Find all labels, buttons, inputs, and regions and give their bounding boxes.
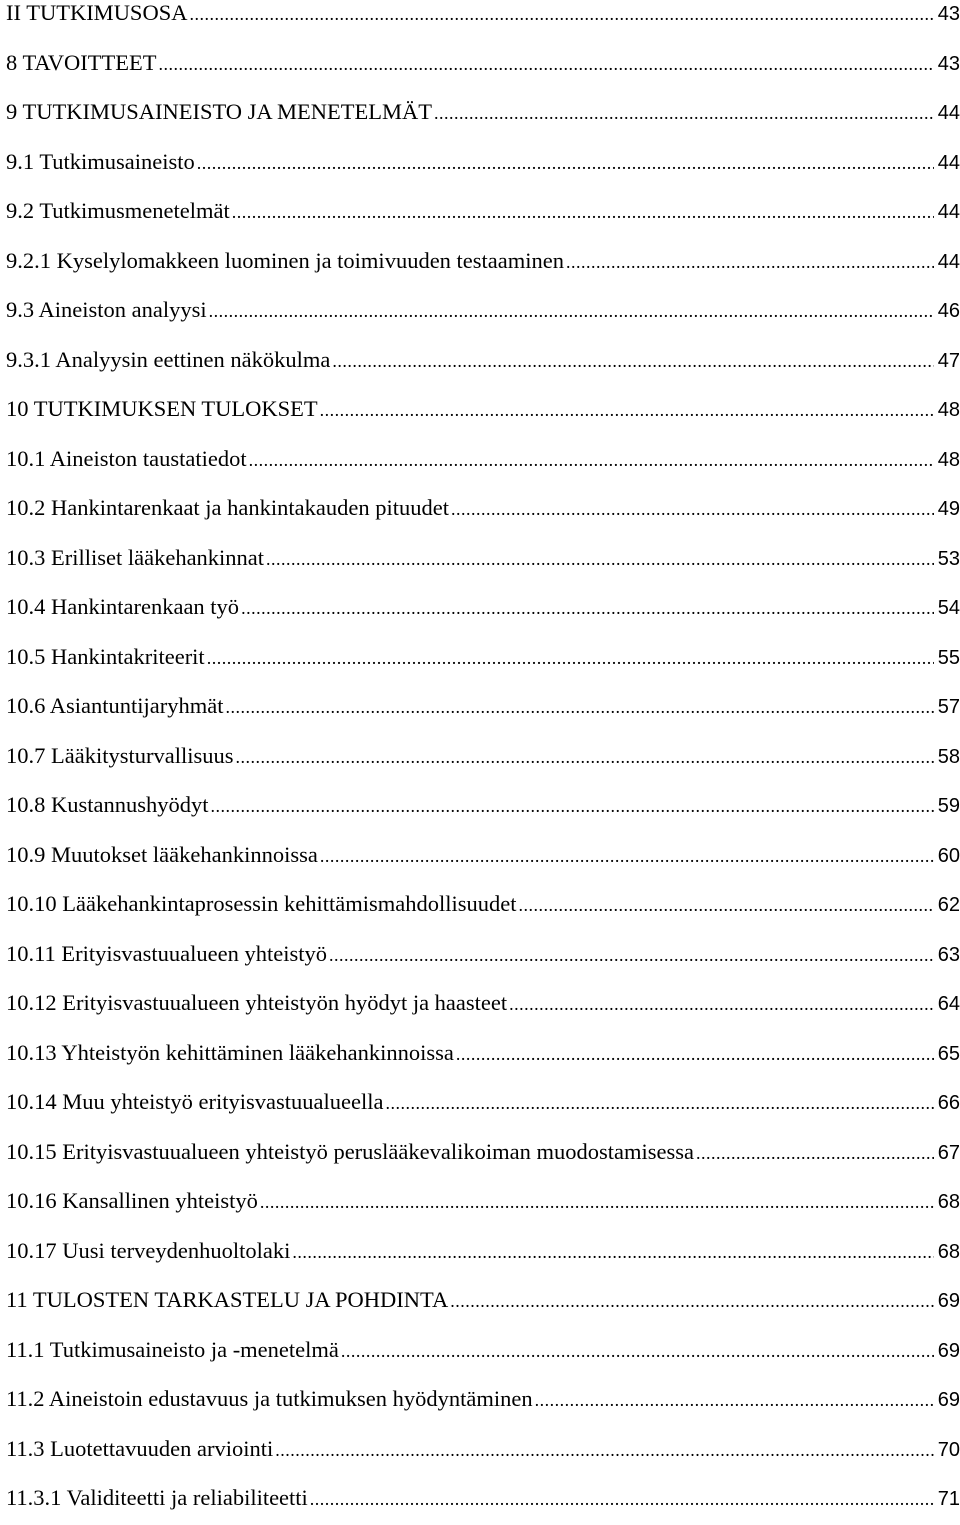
toc-entry-title: 10.12 Erityisvastuualueen yhteistyön hyödyt ja haasteet bbox=[6, 990, 508, 1015]
toc-entry-title: 8 TAVOITTEET bbox=[6, 49, 157, 75]
toc-entry[interactable] bbox=[6, 1275, 960, 1325]
toc-entry-title: 9.3.1 Analyysin eettinen näkökulma bbox=[6, 346, 331, 372]
toc-entry-page-number: 71 bbox=[937, 1488, 960, 1510]
toc-entry[interactable] bbox=[6, 1176, 960, 1226]
dot-leader bbox=[189, 0, 933, 40]
toc-entry[interactable] bbox=[6, 731, 960, 781]
toc-entry-page-number: 63 bbox=[937, 943, 960, 966]
toc-entry-title: 10.9 Muutokset lääkehankinnoissa bbox=[6, 841, 318, 867]
toc-entry[interactable] bbox=[6, 137, 960, 187]
dot-leader bbox=[535, 1376, 934, 1426]
toc-entry-title: 10.6 Asiantuntijaryhmät bbox=[6, 693, 224, 718]
toc-entry-title: 11 TULOSTEN TARKASTELU JA POHDINTA bbox=[6, 1287, 449, 1312]
toc-entry[interactable] bbox=[6, 632, 960, 682]
toc-entry-title: 10.5 Hankintakriteerit bbox=[6, 643, 205, 669]
toc-entry-title: 11.1 Tutkimusaineisto ja -menetelmä bbox=[6, 1336, 339, 1362]
dot-leader bbox=[275, 1426, 934, 1476]
toc-entry[interactable] bbox=[6, 335, 960, 385]
toc-entry-title: 10.1 Aineiston taustatiedot bbox=[6, 445, 247, 471]
dot-leader bbox=[385, 1079, 933, 1129]
dot-leader bbox=[158, 40, 933, 90]
dot-leader bbox=[225, 683, 933, 733]
toc-entry-page-number: 69 bbox=[937, 1389, 960, 1411]
toc-entry[interactable] bbox=[6, 285, 960, 335]
toc-entry[interactable] bbox=[6, 384, 960, 434]
toc-entry[interactable] bbox=[6, 1374, 960, 1424]
dot-leader bbox=[320, 832, 934, 882]
toc-entry[interactable] bbox=[6, 830, 960, 880]
toc-entry[interactable] bbox=[6, 1226, 960, 1276]
toc-entry-page-number: 46 bbox=[937, 300, 960, 322]
toc-entry[interactable] bbox=[6, 681, 960, 731]
dot-leader bbox=[235, 733, 933, 783]
table-of-contents bbox=[6, 0, 960, 1523]
toc-entry-page-number: 66 bbox=[937, 1092, 960, 1114]
toc-entry[interactable] bbox=[6, 434, 960, 484]
toc-entry-title: 10.16 Kansallinen yhteistyö bbox=[6, 1188, 258, 1213]
toc-entry-page-number: 44 bbox=[937, 250, 960, 273]
toc-entry-page-number: 69 bbox=[937, 1290, 960, 1312]
toc-entry[interactable] bbox=[6, 87, 960, 137]
toc-entry[interactable] bbox=[6, 582, 960, 632]
toc-entry-title: 10.4 Hankintarenkaan työ bbox=[6, 594, 240, 619]
toc-entry-title: 10.7 Lääkitysturvallisuus bbox=[6, 742, 234, 768]
toc-entry-title: 9.2 Tutkimusmenetelmät bbox=[6, 198, 230, 223]
toc-entry-title: 9.3 Aineiston analyysi bbox=[6, 297, 207, 322]
toc-entry-page-number: 57 bbox=[937, 696, 960, 718]
toc-entry-page-number: 48 bbox=[937, 448, 960, 471]
dot-leader bbox=[341, 1327, 934, 1377]
toc-entry-title: 11.3 Luotettavuuden arviointi bbox=[6, 1435, 274, 1461]
toc-entry-title: 10.8 Kustannushyödyt bbox=[6, 792, 209, 817]
toc-entry-title: 10 TUTKIMUKSEN TULOKSET bbox=[6, 396, 318, 421]
toc-entry[interactable] bbox=[6, 1077, 960, 1127]
toc-entry-page-number: 58 bbox=[937, 745, 960, 768]
dot-leader bbox=[332, 337, 933, 387]
dot-leader bbox=[211, 782, 934, 832]
dot-leader bbox=[320, 386, 934, 436]
toc-entry-page-number: 70 bbox=[937, 1438, 960, 1461]
toc-entry[interactable] bbox=[6, 236, 960, 286]
toc-entry[interactable] bbox=[6, 1473, 960, 1523]
dot-leader bbox=[260, 1178, 934, 1228]
toc-entry[interactable] bbox=[6, 1127, 960, 1177]
dot-leader bbox=[209, 287, 934, 337]
toc-entry-title: 10.3 Erilliset lääkehankinnat bbox=[6, 544, 265, 570]
toc-entry-title: 9.2.1 Kyselylomakkeen luominen ja toimivuuden testaaminen bbox=[6, 247, 565, 273]
dot-leader bbox=[266, 535, 934, 585]
toc-entry-page-number: 68 bbox=[937, 1240, 960, 1263]
toc-entry-title: 10.2 Hankintarenkaat ja hankintakauden pituudet bbox=[6, 495, 449, 520]
toc-entry-title: 11.2 Aineistoin edustavuus ja tutkimuksen hyödyntäminen bbox=[6, 1386, 533, 1411]
toc-entry-page-number: 43 bbox=[937, 3, 960, 25]
toc-entry-page-number: 69 bbox=[937, 1339, 960, 1362]
toc-entry-title: 10.14 Muu yhteistyö erityisvastuualueella bbox=[6, 1089, 384, 1114]
toc-entry-page-number: 59 bbox=[937, 795, 960, 817]
toc-entry-title: II TUTKIMUSOSA bbox=[6, 0, 188, 25]
toc-entry[interactable] bbox=[6, 483, 960, 533]
dot-leader bbox=[456, 1030, 934, 1080]
toc-entry-page-number: 49 bbox=[937, 498, 960, 520]
toc-entry[interactable] bbox=[6, 186, 960, 236]
dot-leader bbox=[241, 584, 934, 634]
toc-entry-page-number: 44 bbox=[937, 102, 960, 124]
dot-leader bbox=[329, 931, 934, 981]
toc-entry-page-number: 53 bbox=[937, 547, 960, 570]
toc-entry-page-number: 48 bbox=[937, 399, 960, 421]
toc-entry[interactable] bbox=[6, 533, 960, 583]
dot-leader bbox=[451, 485, 934, 535]
dot-leader bbox=[232, 188, 934, 238]
toc-entry-title: 10.10 Lääkehankintaprosessin kehittämismahdollisuudet bbox=[6, 891, 517, 916]
toc-entry[interactable] bbox=[6, 1325, 960, 1375]
dot-leader bbox=[207, 634, 934, 684]
dot-leader bbox=[566, 238, 934, 288]
toc-entry-page-number: 62 bbox=[937, 894, 960, 916]
toc-entry-page-number: 44 bbox=[937, 151, 960, 174]
toc-entry[interactable] bbox=[6, 1424, 960, 1474]
toc-entry-title: 11.3.1 Validiteetti ja reliabiliteetti bbox=[6, 1485, 308, 1510]
toc-entry-page-number: 54 bbox=[937, 597, 960, 619]
toc-entry-page-number: 44 bbox=[937, 201, 960, 223]
dot-leader bbox=[310, 1475, 934, 1525]
toc-entry-page-number: 65 bbox=[937, 1042, 960, 1065]
toc-entry-page-number: 55 bbox=[937, 646, 960, 669]
toc-entry[interactable] bbox=[6, 978, 960, 1028]
toc-entry-title: 10.15 Erityisvastuualueen yhteistyö peruslääkevalikoiman muodostamisessa bbox=[6, 1138, 694, 1164]
toc-entry-title: 9.1 Tutkimusaineisto bbox=[6, 148, 195, 174]
toc-entry-page-number: 67 bbox=[937, 1141, 960, 1164]
toc-entry-title: 10.17 Uusi terveydenhuoltolaki bbox=[6, 1237, 291, 1263]
dot-leader bbox=[696, 1129, 934, 1179]
toc-entry[interactable] bbox=[6, 780, 960, 830]
toc-entry-page-number: 68 bbox=[937, 1191, 960, 1213]
toc-entry[interactable] bbox=[6, 38, 960, 88]
dot-leader bbox=[434, 89, 934, 139]
toc-entry-title: 10.13 Yhteistyön kehittäminen lääkehankinnoissa bbox=[6, 1039, 454, 1065]
toc-entry-page-number: 47 bbox=[937, 349, 960, 372]
toc-entry-page-number: 60 bbox=[937, 844, 960, 867]
toc-entry[interactable] bbox=[6, 0, 960, 38]
toc-entry[interactable] bbox=[6, 879, 960, 929]
toc-entry[interactable] bbox=[6, 1028, 960, 1078]
toc-entry[interactable] bbox=[6, 929, 960, 979]
toc-entry-title: 9 TUTKIMUSAINEISTO JA MENETELMÄT bbox=[6, 99, 433, 124]
dot-leader bbox=[197, 139, 934, 189]
dot-leader bbox=[519, 881, 934, 931]
dot-leader bbox=[292, 1228, 933, 1278]
toc-entry-page-number: 64 bbox=[937, 993, 960, 1015]
toc-entry-page-number: 43 bbox=[937, 52, 960, 75]
dot-leader bbox=[249, 436, 934, 486]
toc-entry-title: 10.11 Erityisvastuualueen yhteistyö bbox=[6, 940, 327, 966]
dot-leader bbox=[509, 980, 934, 1030]
dot-leader bbox=[450, 1277, 934, 1327]
